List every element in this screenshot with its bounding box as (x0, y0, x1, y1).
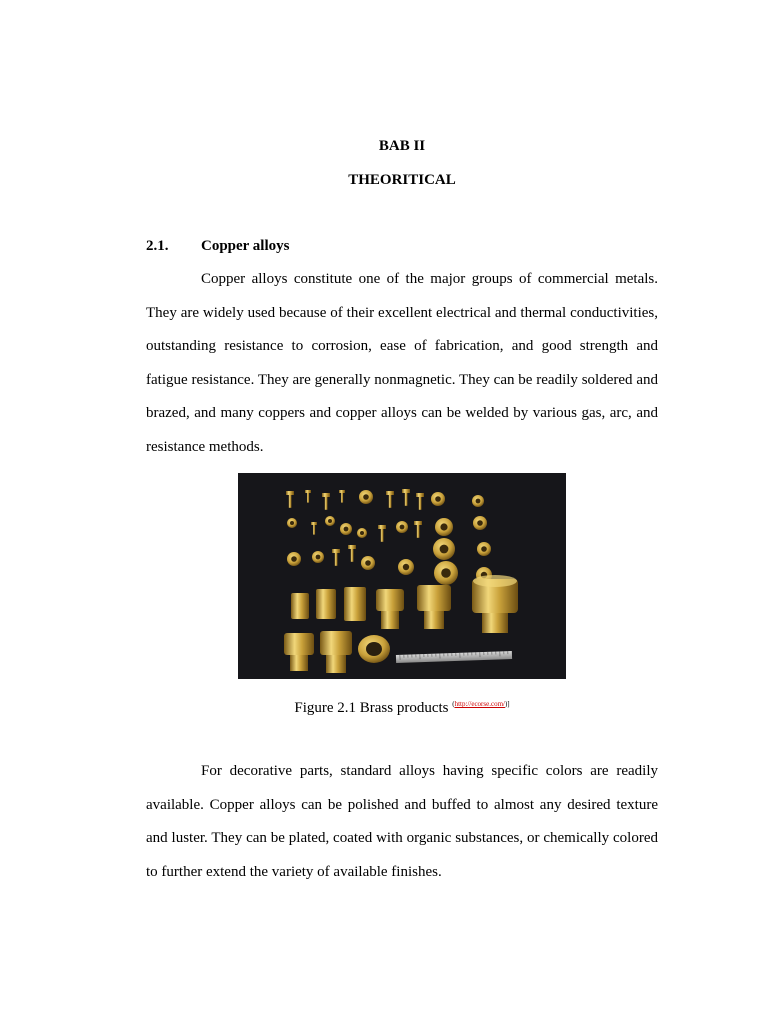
brass-bolt-shaft (389, 495, 392, 508)
paragraph-decorative-parts: For decorative parts, standard alloys having specific colors are readily available. Copper alloys can be polished and buffed to almost any desired texture and luster. They can be plated, coated with organic substances, or chemically colored to further extend the variety of available finishes. (146, 763, 658, 880)
brass-bolt-shaft (405, 493, 408, 506)
brass-nut-hole (441, 568, 451, 578)
brass-nut-hole (476, 499, 481, 504)
brass-bolt-shaft (381, 529, 384, 542)
chapter-title: THEORITICAL (348, 172, 456, 188)
brass-bolt-head (402, 489, 410, 493)
brass-nut-hole (440, 523, 447, 530)
brass-bolt-head (332, 549, 340, 553)
brass-bolt-shaft (325, 497, 328, 510)
brass-bolt-head (386, 491, 394, 495)
brass-bolt-head (286, 491, 294, 495)
brass-nut-hole (435, 496, 441, 502)
brass-products-illustration (238, 473, 566, 679)
brass-nut-hole (477, 520, 483, 526)
brass-bolt-head (416, 493, 424, 497)
brass-nut-hole (481, 546, 487, 552)
figure-caption (0, 694, 768, 718)
brass-products-photo (238, 473, 566, 679)
source-link[interactable]: http://ecorse.com/ (454, 700, 505, 708)
brass-nut-hole (440, 545, 449, 554)
section-title: Copper alloys (201, 238, 290, 254)
caption-text: Figure 2.1 Brass products (294, 700, 449, 716)
brass-nut-hole (360, 531, 364, 535)
brass-nut-hole (403, 564, 409, 570)
brass-bolt-shaft (307, 493, 309, 503)
brass-bolt-head (378, 525, 386, 529)
section-number: 2.1. (146, 238, 169, 254)
brass-nut-hole (328, 519, 332, 523)
brass-bolt-head (348, 545, 356, 549)
caption-source: (http://ecorse.com/)] (452, 700, 510, 708)
chapter-label: BAB II (378, 138, 426, 154)
brass-bolt-shaft (289, 495, 292, 508)
brass-nut-hole (344, 527, 349, 532)
brass-bolt-head (311, 522, 317, 525)
brass-nut-hole (290, 521, 294, 525)
brass-bolt-shaft (341, 493, 343, 503)
brass-bolt-head (414, 521, 422, 525)
brass-bolt-head (339, 490, 345, 493)
brass-nut-hole (400, 525, 405, 530)
brass-bolt-shaft (335, 553, 338, 566)
brass-bolt-shaft (417, 525, 420, 538)
brass-nut-hole (365, 560, 371, 566)
brass-bolt-head (322, 493, 330, 497)
section-heading (146, 236, 289, 256)
brass-bolt-head (305, 490, 311, 493)
paragraph-copper-alloys: Copper alloys constitute one of the major groups of commercial metals. They are widely used because of their excellent electrical and thermal conductivities, outstanding resistance to corrosion, ease of fabrication, and good strength and fatigue resistance. They are generally nonmagnetic. They can be readily soldered and brazed, and many coppers and copper alloys can be welded by various gas, arc, and resistance methods. (146, 271, 658, 455)
brass-nut-hole (291, 556, 297, 562)
brass-bolt-shaft (419, 497, 422, 510)
brass-bolt-shaft (351, 549, 354, 562)
brass-nut-hole (363, 494, 369, 500)
brass-nut-hole (316, 555, 321, 560)
brass-bolt-shaft (313, 525, 315, 535)
